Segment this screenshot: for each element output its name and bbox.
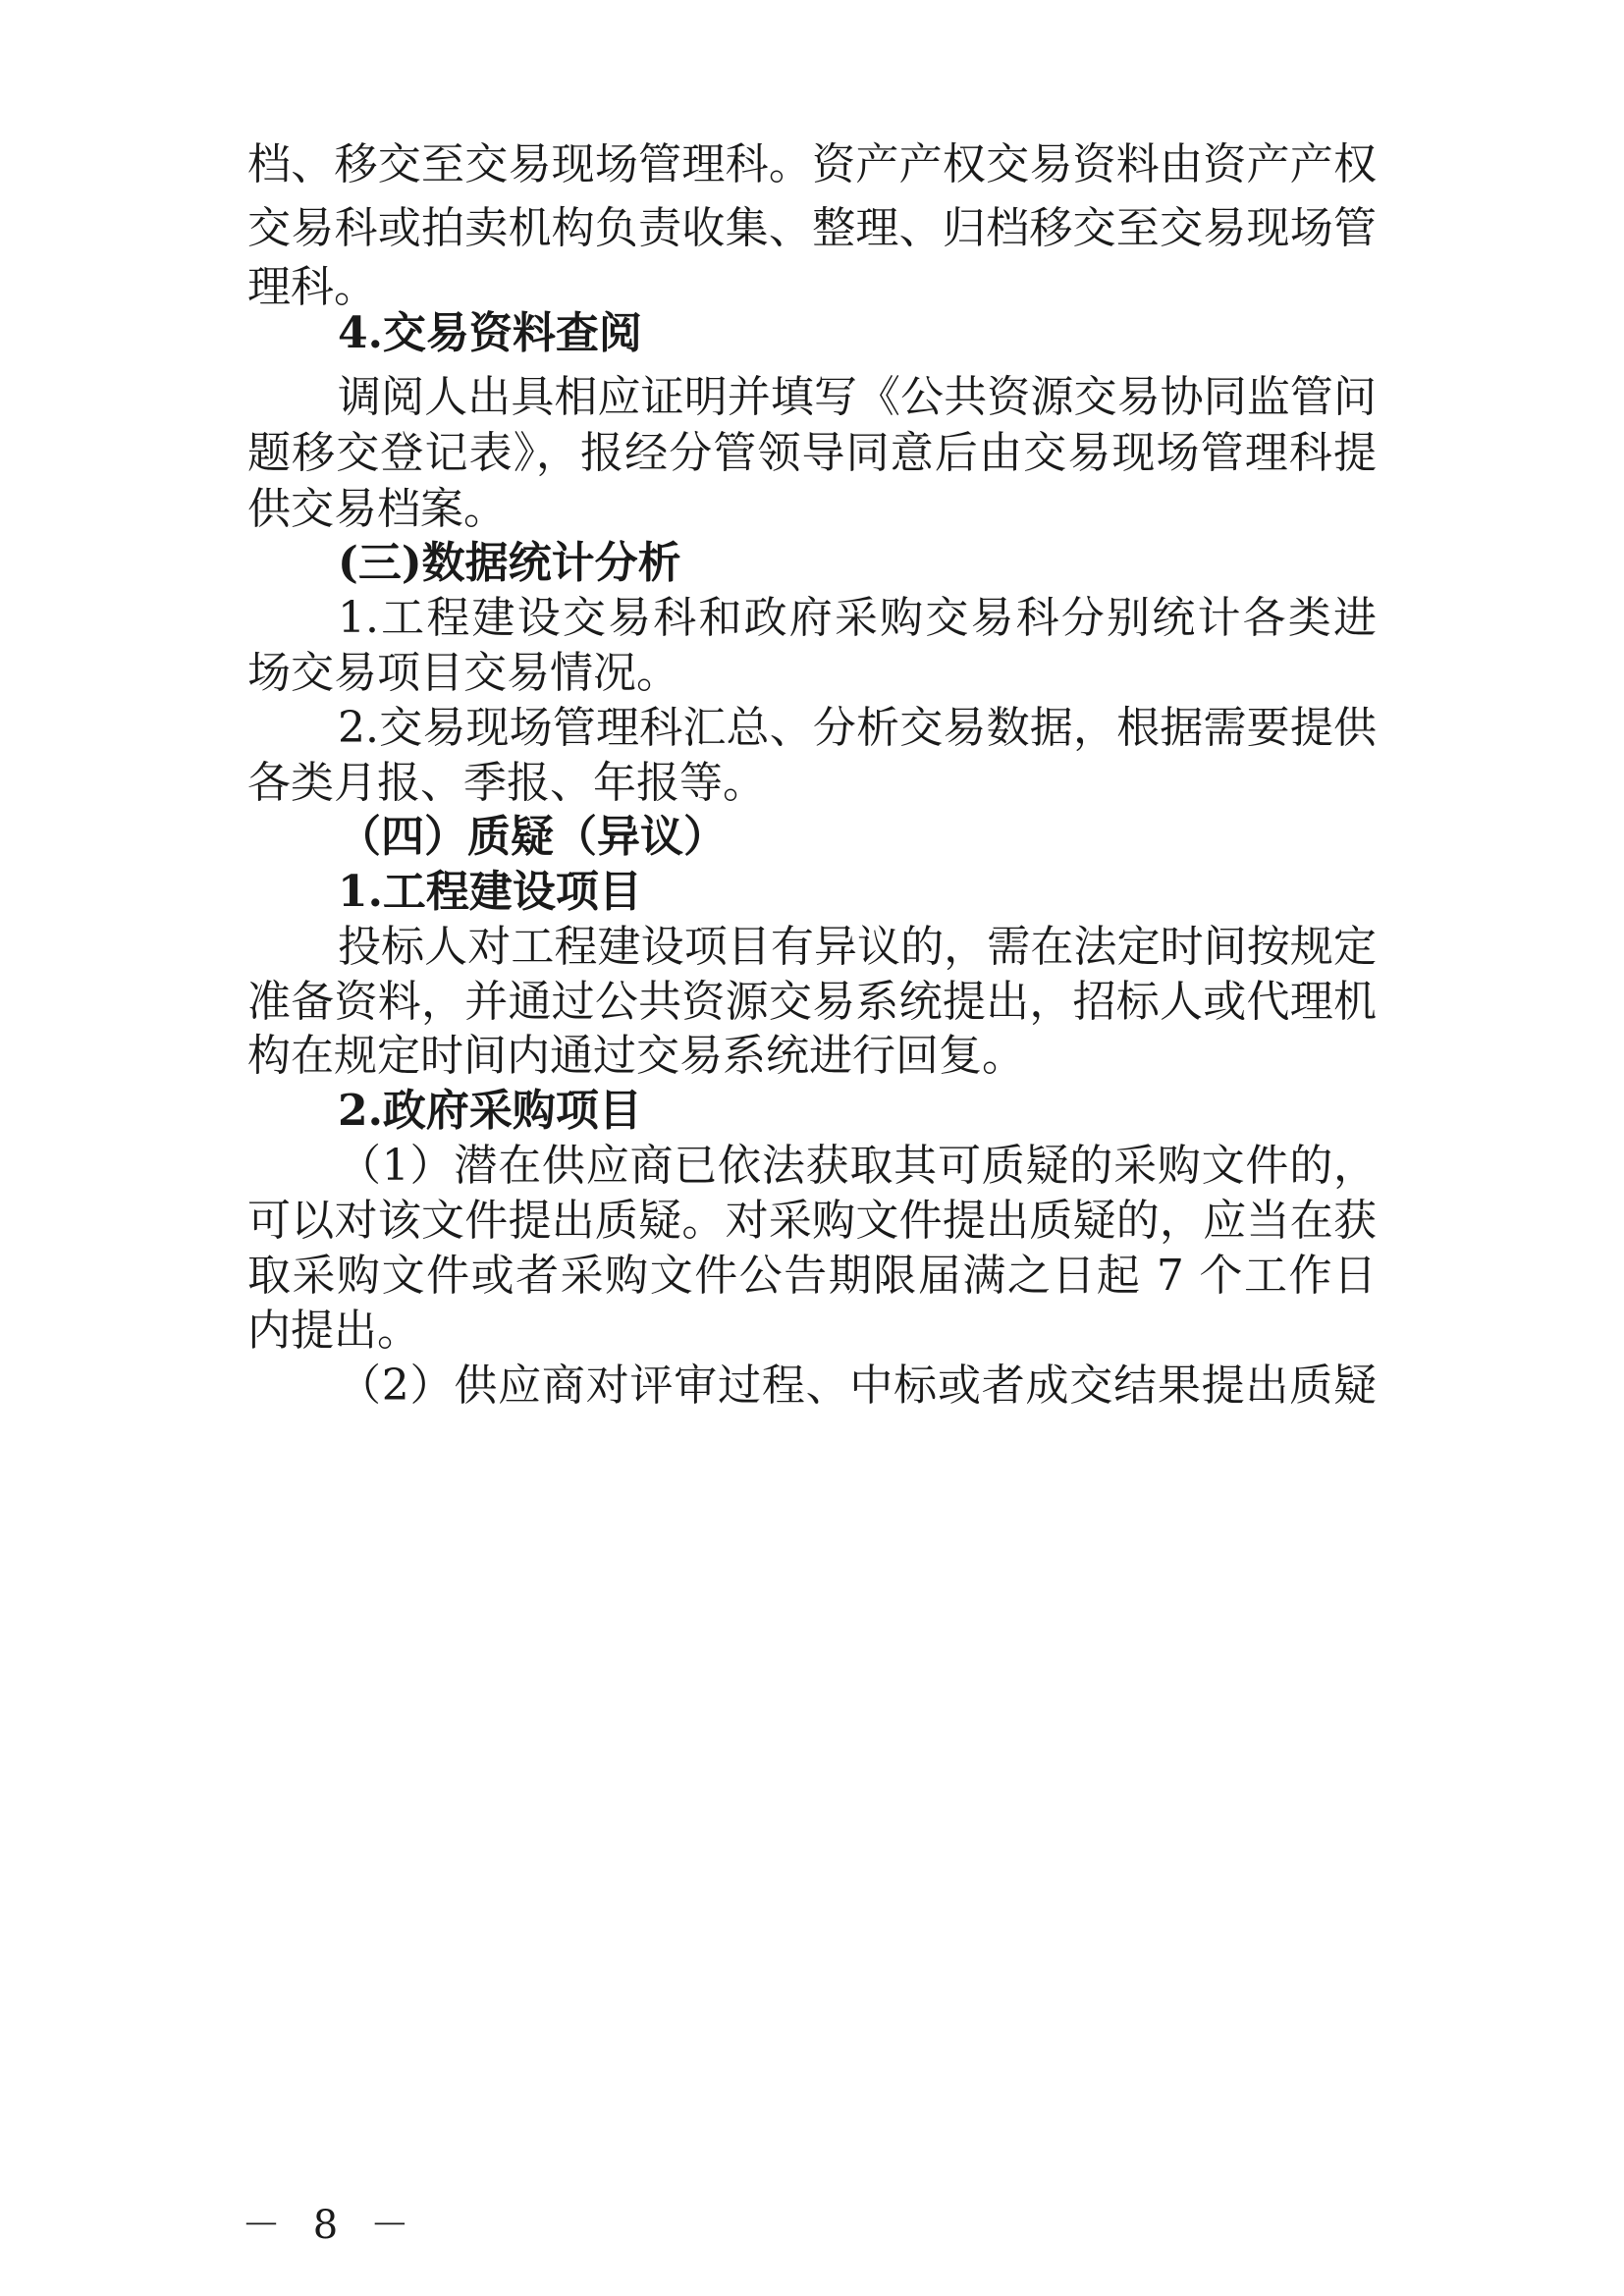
subsection-heading-1: 1.工程建设项目: [338, 867, 642, 917]
body-line: 内提出。: [247, 1306, 420, 1356]
body-line: 2.交易现场管理科汇总、分析交易数据，根据需要提供: [338, 703, 1377, 753]
body-line: 交易科或拍卖机构负责收集、整理、归档移交至交易现场管: [247, 203, 1377, 253]
page-number: － 8 －: [242, 2203, 419, 2248]
section-heading-3: (三)数据统计分析: [338, 538, 681, 588]
body-line: （1）潜在供应商已依法获取其可质疑的采购文件的，: [338, 1141, 1377, 1191]
body-line: （2）供应商对评审过程、中标或者成交结果提出质疑: [338, 1361, 1377, 1411]
section-heading-4: 4.交易资料查阅: [338, 308, 642, 358]
subsection-heading-2: 2.政府采购项目: [338, 1086, 642, 1136]
body-line: 取采购文件或者采购文件公告期限届满之日起 7 个工作日: [247, 1251, 1377, 1301]
body-line: 题移交登记表》，报经分管领导同意后由交易现场管理科提: [247, 428, 1377, 478]
body-line: 准备资料，并通过公共资源交易系统提出，招标人或代理机: [247, 977, 1377, 1027]
body-line: 各类月报、季报、年报等。: [247, 758, 766, 808]
section-heading-4-objection: （四）质疑（异议）: [338, 812, 727, 862]
body-line: 理科。: [247, 262, 377, 312]
body-line: 构在规定时间内通过交易系统进行回复。: [247, 1031, 1025, 1081]
body-line: 可以对该文件提出质疑。对采购文件提出质疑的，应当在获: [247, 1196, 1377, 1246]
body-line: 投标人对工程建设项目有异议的，需在法定时间按规定: [338, 922, 1377, 972]
body-line: 1.工程建设交易科和政府采购交易科分别统计各类进: [338, 593, 1377, 643]
body-line: 调阅人出具相应证明并填写《公共资源交易协同监管问: [338, 372, 1377, 422]
body-line: 场交易项目交易情况。: [247, 648, 679, 698]
body-line: 档、移交至交易现场管理科。资产产权交易资料由资产产权: [247, 139, 1377, 189]
body-line: 供交易档案。: [247, 484, 507, 534]
